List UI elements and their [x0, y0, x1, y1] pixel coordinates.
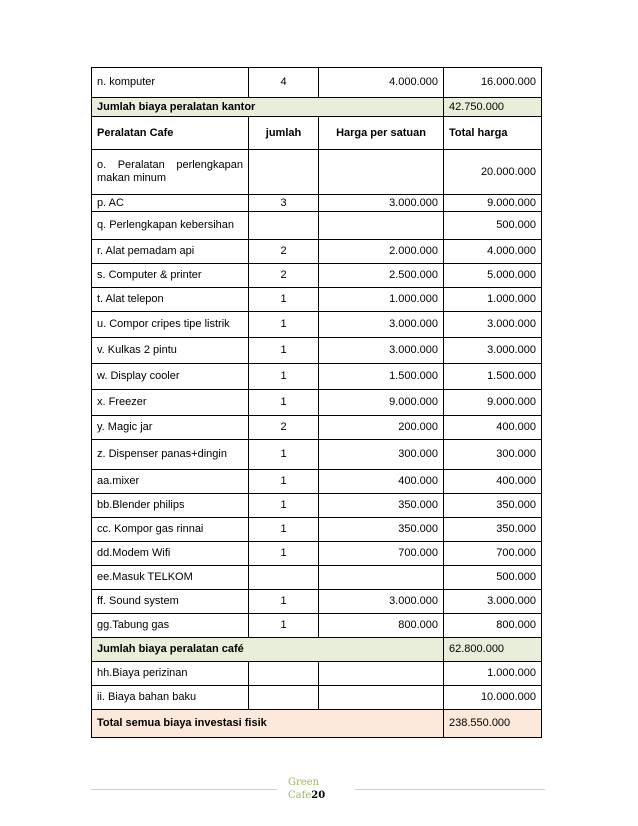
table-row: [92, 212, 542, 240]
item-total: 700.000: [444, 542, 542, 566]
item-qty: [249, 686, 319, 710]
item-total: 400.000: [444, 416, 542, 440]
item-name: ff. Sound system: [92, 590, 249, 614]
item-name: r. Alat pemadam api: [92, 240, 249, 264]
item-price: 9.000.000: [319, 390, 444, 416]
item-qty: [249, 212, 319, 240]
item-name: n. komputer: [92, 68, 249, 98]
item-price: 2.000.000: [319, 240, 444, 264]
subtotal-office-value: 42.750.000: [444, 98, 542, 117]
item-name: t. Alat telepon: [92, 288, 249, 312]
header-item: Peralatan Cafe: [92, 117, 249, 150]
item-price: 3.000.000: [319, 312, 444, 338]
item-price: 300.000: [319, 440, 444, 470]
item-total: 1.000.000: [444, 288, 542, 312]
item-qty: 2: [249, 240, 319, 264]
item-price: 350.000: [319, 494, 444, 518]
table-row: [92, 312, 542, 338]
item-qty: 1: [249, 614, 319, 638]
item-price: 350.000: [319, 518, 444, 542]
table-row: [92, 390, 542, 416]
item-name: x. Freezer: [92, 390, 249, 416]
item-total: 20.000.000: [444, 150, 542, 195]
item-qty: [249, 150, 319, 195]
item-price: 3.000.000: [319, 338, 444, 364]
table-row: [92, 338, 542, 364]
footer-divider-right: [355, 789, 545, 790]
item-price: [319, 686, 444, 710]
item-name: bb.Blender philips: [92, 494, 249, 518]
footer-label: [288, 776, 325, 802]
item-qty: 1: [249, 338, 319, 364]
item-name: o. Peralatan perlengkapan makan minum: [92, 150, 249, 195]
item-name: ee.Masuk TELKOM: [92, 566, 249, 590]
table-row: [92, 542, 542, 566]
item-qty: 1: [249, 542, 319, 566]
item-qty: 1: [249, 364, 319, 390]
item-qty: 3: [249, 195, 319, 212]
item-total: 1.000.000: [444, 662, 542, 686]
item-qty: 2: [249, 416, 319, 440]
item-total: 3.000.000: [444, 312, 542, 338]
item-total: 500.000: [444, 566, 542, 590]
item-total: 300.000: [444, 440, 542, 470]
item-total: 3.000.000: [444, 590, 542, 614]
item-total: 350.000: [444, 494, 542, 518]
subtotal-cafe-value: 62.800.000: [444, 638, 542, 662]
item-name: z. Dispenser panas+dingin: [92, 440, 249, 470]
table-row: [92, 494, 542, 518]
item-price: 1.000.000: [319, 288, 444, 312]
item-price: 800.000: [319, 614, 444, 638]
item-qty: 1: [249, 312, 319, 338]
item-total: 10.000.000: [444, 686, 542, 710]
page-number: 20: [311, 790, 326, 801]
footer-divider-left: [91, 789, 277, 790]
grand-total-value: 238.550.000: [444, 710, 542, 738]
table-row: [92, 662, 542, 686]
table-row: [92, 566, 542, 590]
item-qty: 1: [249, 494, 319, 518]
table-row: [92, 470, 542, 494]
table-row: [92, 240, 542, 264]
item-name: w. Display cooler: [92, 364, 249, 390]
table-header-row: [92, 117, 542, 150]
item-name: p. AC: [92, 195, 249, 212]
item-total: 400.000: [444, 470, 542, 494]
item-price: 3.000.000: [319, 195, 444, 212]
item-name: s. Computer & printer: [92, 264, 249, 288]
item-price: 200.000: [319, 416, 444, 440]
item-price: 2.500.000: [319, 264, 444, 288]
item-price: 1.500.000: [319, 364, 444, 390]
item-price: [319, 212, 444, 240]
item-name: y. Magic jar: [92, 416, 249, 440]
item-total: 3.000.000: [444, 338, 542, 364]
header-total: Total harga: [444, 117, 542, 150]
subtotal-cafe-row: [92, 638, 542, 662]
table-row: [92, 264, 542, 288]
header-price: Harga per satuan: [319, 117, 444, 150]
table-row: [92, 68, 542, 98]
item-qty: [249, 662, 319, 686]
item-name: u. Compor cripes tipe listrik: [92, 312, 249, 338]
item-price: 700.000: [319, 542, 444, 566]
item-total: 1.500.000: [444, 364, 542, 390]
item-qty: 1: [249, 590, 319, 614]
investment-cost-table: [91, 67, 542, 738]
table-row: [92, 686, 542, 710]
item-total: 350.000: [444, 518, 542, 542]
item-total: 500.000: [444, 212, 542, 240]
table-row: [92, 150, 542, 195]
item-price: 4.000.000: [319, 68, 444, 98]
item-name: aa.mixer: [92, 470, 249, 494]
item-total: 9.000.000: [444, 195, 542, 212]
item-price: 3.000.000: [319, 590, 444, 614]
item-price: 400.000: [319, 470, 444, 494]
item-name: gg.Tabung gas: [92, 614, 249, 638]
item-total: 5.000.000: [444, 264, 542, 288]
table-row: [92, 364, 542, 390]
item-name: cc. Kompor gas rinnai: [92, 518, 249, 542]
item-qty: 2: [249, 264, 319, 288]
grand-total-row: [92, 710, 542, 738]
footer-brand-cafe: Cafe: [288, 790, 312, 801]
table-row: [92, 195, 542, 212]
item-name: v. Kulkas 2 pintu: [92, 338, 249, 364]
table-row: [92, 416, 542, 440]
item-total: 9.000.000: [444, 390, 542, 416]
subtotal-cafe-label: Jumlah biaya peralatan café: [92, 638, 444, 662]
item-name: q. Perlengkapan kebersihan: [92, 212, 249, 240]
table-row: [92, 440, 542, 470]
subtotal-office-row: [92, 98, 542, 117]
footer-brand-line2: [288, 789, 325, 802]
item-qty: 4: [249, 68, 319, 98]
item-price: [319, 566, 444, 590]
item-price: [319, 150, 444, 195]
cafe-items: [92, 150, 542, 638]
table-row: [92, 518, 542, 542]
table-row: [92, 614, 542, 638]
item-name: hh.Biaya perizinan: [92, 662, 249, 686]
item-qty: 1: [249, 288, 319, 312]
page-footer: [0, 776, 638, 806]
item-total: 16.000.000: [444, 68, 542, 98]
header-qty: jumlah: [249, 117, 319, 150]
table-row: [92, 590, 542, 614]
item-total: 4.000.000: [444, 240, 542, 264]
item-qty: 1: [249, 518, 319, 542]
grand-total-label: Total semua biaya investasi fisik: [92, 710, 444, 738]
item-qty: 1: [249, 390, 319, 416]
table-row: [92, 288, 542, 312]
footer-brand-line1: Green: [288, 777, 320, 788]
item-qty: 1: [249, 470, 319, 494]
subtotal-office-label: Jumlah biaya peralatan kantor: [92, 98, 444, 117]
item-name: dd.Modem Wifi: [92, 542, 249, 566]
item-price: [319, 662, 444, 686]
item-name: ii. Biaya bahan baku: [92, 686, 249, 710]
item-qty: 1: [249, 440, 319, 470]
item-total: 800.000: [444, 614, 542, 638]
item-qty: [249, 566, 319, 590]
